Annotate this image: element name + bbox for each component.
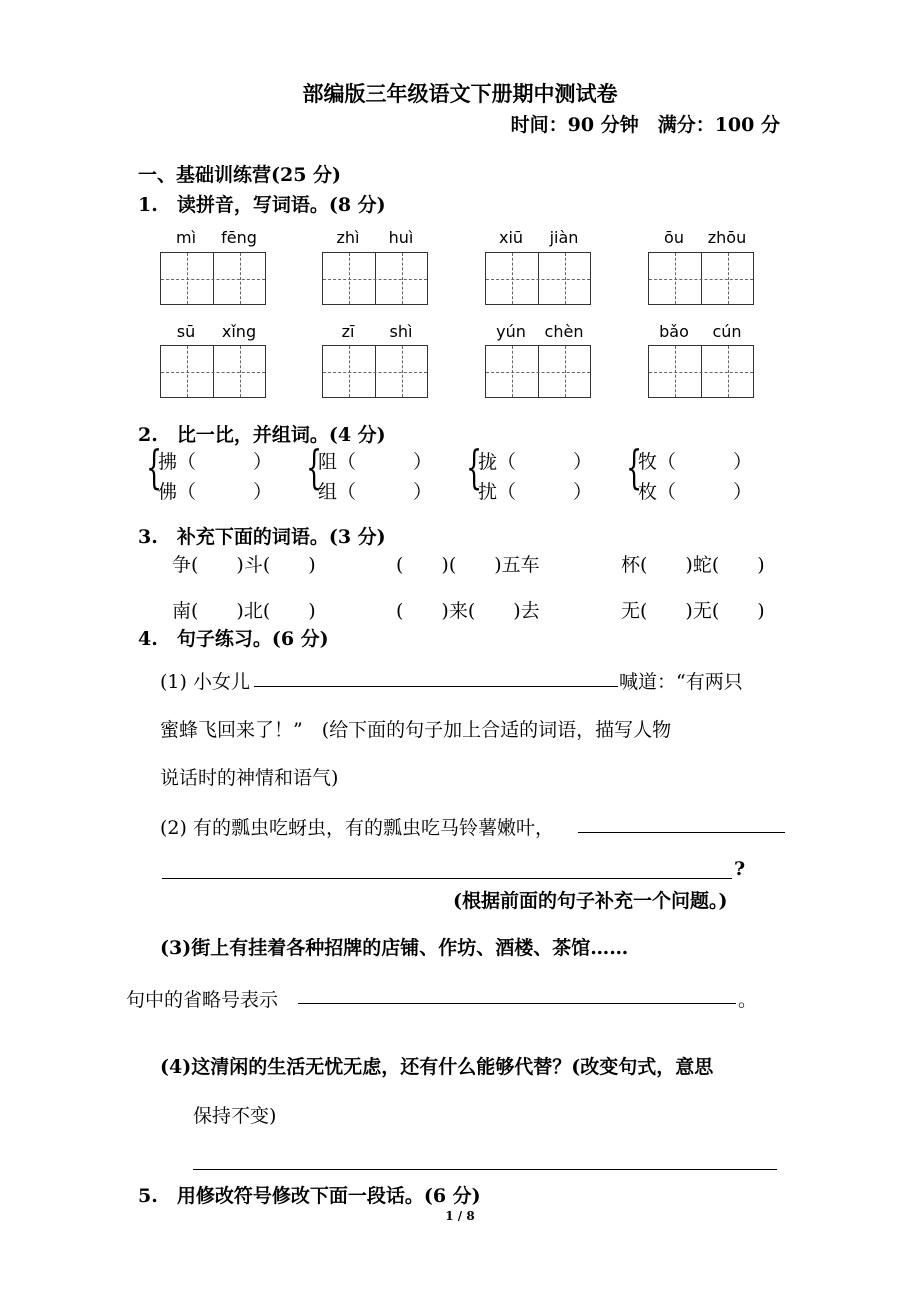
- writing-grid-box[interactable]: [648, 345, 754, 398]
- idiom-item[interactable]: 争( )斗( ): [172, 554, 316, 576]
- pinyin-label: cún: [712, 322, 742, 341]
- sentence-2-note: (根据前面的句子补充一个问题。): [453, 890, 728, 912]
- pinyin-label: shì: [389, 322, 413, 341]
- idiom-item[interactable]: 无( )无( ): [621, 600, 765, 622]
- pinyin-label: mì: [175, 228, 197, 247]
- sentence-1-line2: 蜜蜂飞回来了！” (给下面的句子加上合适的词语，描写人物: [160, 719, 672, 741]
- pinyin-label: sū: [176, 322, 196, 341]
- q5-heading: 5. 用修改符号修改下面一段话。(6 分): [138, 1185, 481, 1207]
- question-mark: ?: [734, 858, 746, 880]
- compare-item[interactable]: 佛（ ）: [158, 481, 273, 503]
- pinyin-label: fēng: [221, 228, 257, 247]
- pinyin-label: zhì: [336, 228, 360, 247]
- compare-item[interactable]: 组（ ）: [318, 481, 433, 503]
- answer-line[interactable]: [193, 1169, 777, 1170]
- sentence-2-start: (2) 有的瓢虫吃蚜虫，有的瓢虫吃马铃薯嫩叶，: [160, 817, 554, 839]
- sentence-1-end: 喊道：“有两只: [619, 671, 743, 693]
- q1-heading: 1. 读拼音，写词语。(8 分): [138, 194, 386, 216]
- q4-heading: 4. 句子练习。(6 分): [138, 628, 329, 650]
- pinyin-label: chèn: [544, 322, 584, 341]
- sentence-3-line2-start: 句中的省略号表示: [126, 989, 279, 1011]
- idiom-item[interactable]: 杯( )蛇( ): [621, 554, 765, 576]
- idiom-item[interactable]: ( )来( )去: [396, 600, 540, 622]
- brace-icon: {: [306, 440, 323, 494]
- compare-item[interactable]: 阻（ ）: [318, 451, 433, 473]
- idiom-item[interactable]: ( )( )五车: [396, 554, 540, 576]
- compare-item[interactable]: 拂（ ）: [158, 451, 273, 473]
- q2-heading: 2. 比一比，并组词。(4 分): [138, 424, 386, 446]
- compare-item[interactable]: 拢（ ）: [478, 451, 593, 473]
- answer-line[interactable]: [298, 1003, 736, 1004]
- brace-icon: {: [626, 440, 643, 494]
- sentence-4-line1: (4)这清闲的生活无忧无虑，还有什么能够代替？(改变句式，意思: [160, 1056, 714, 1078]
- sentence-4-line2: 保持不变): [193, 1105, 277, 1127]
- writing-grid-box[interactable]: [485, 252, 591, 305]
- pinyin-label: bǎo: [659, 322, 689, 341]
- sentence-3-line2-end: 。: [738, 989, 758, 1011]
- compare-item[interactable]: 扰（ ）: [478, 481, 593, 503]
- section-heading: 一、基础训练营(25 分): [138, 164, 342, 186]
- pinyin-label: yún: [496, 322, 526, 341]
- answer-line[interactable]: [162, 878, 732, 879]
- writing-grid-box[interactable]: [160, 252, 266, 305]
- answer-line[interactable]: [578, 832, 785, 833]
- sentence-3-line1: (3)街上有挂着各种招牌的店铺、作坊、酒楼、茶馆……: [160, 937, 629, 959]
- page-title: 部编版三年级语文下册期中测试卷: [302, 81, 618, 106]
- writing-grid-box[interactable]: [648, 252, 754, 305]
- sentence-1-line3: 说话时的神情和语气): [160, 767, 339, 789]
- answer-line[interactable]: [254, 686, 618, 687]
- pinyin-label: jiàn: [549, 228, 579, 247]
- pinyin-label: ōu: [664, 228, 684, 247]
- pinyin-label: zhōu: [707, 228, 747, 247]
- idiom-item[interactable]: 南( )北( ): [172, 600, 316, 622]
- pinyin-label: zī: [341, 322, 355, 341]
- brace-icon: {: [146, 440, 163, 494]
- pinyin-label: xiū: [498, 228, 524, 247]
- writing-grid-box[interactable]: [322, 345, 428, 398]
- pinyin-label: xǐng: [221, 322, 257, 341]
- brace-icon: {: [466, 440, 483, 494]
- page-number: 1 / 8: [445, 1209, 475, 1223]
- writing-grid-box[interactable]: [485, 345, 591, 398]
- exam-meta: 时间：90 分钟 满分：100 分: [510, 114, 780, 136]
- compare-item[interactable]: 枚（ ）: [638, 481, 753, 503]
- q3-heading: 3. 补充下面的词语。(3 分): [138, 526, 386, 548]
- compare-item[interactable]: 牧（ ）: [638, 451, 753, 473]
- writing-grid-box[interactable]: [322, 252, 428, 305]
- writing-grid-box[interactable]: [160, 345, 266, 398]
- sentence-1-start: (1) 小女儿: [160, 671, 250, 693]
- pinyin-label: huì: [388, 228, 414, 247]
